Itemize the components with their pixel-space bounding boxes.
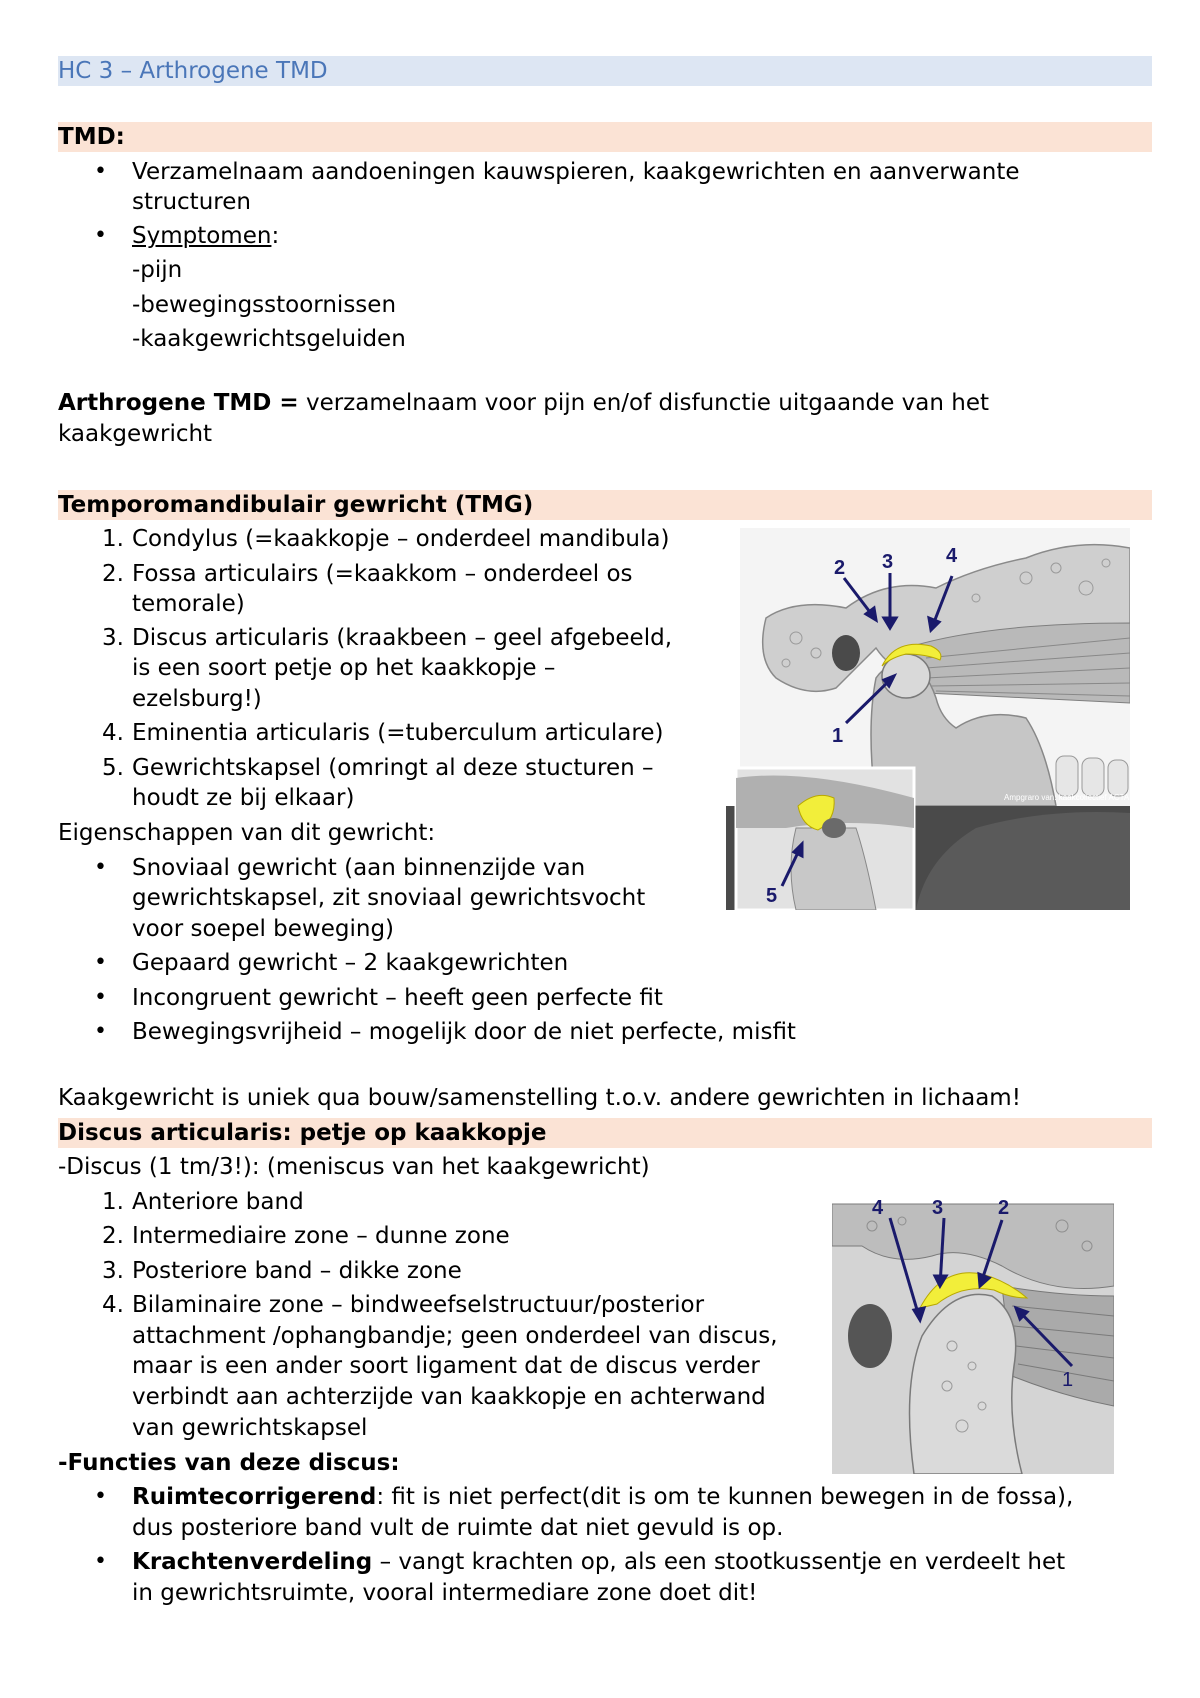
property-item-cont: voor soepel beweging) — [132, 916, 395, 942]
symptoms-label: Symptomen — [132, 223, 272, 249]
figure-label: 2 — [998, 1197, 1010, 1219]
tmg-item-5-cont: houdt ze bij elkaar) — [132, 785, 355, 811]
functions-heading: -Functies van deze discus: — [58, 1450, 400, 1476]
tmg-item-3: 3. Discus articularis (kraakbeen – geel afgebeeld, — [102, 625, 673, 651]
figure-label: 1 — [832, 725, 844, 747]
function-item-2: • Krachtenverdeling – vangt krachten op, als een stootkussentje en verdeelt het — [132, 1547, 1065, 1577]
property-item: • Gepaard gewricht – 2 kaakgewrichten — [132, 948, 568, 978]
tmd-bullet-symptoms: • Symptomen: — [132, 221, 279, 251]
tmg-item-5: 5. Gewrichtskapsel (omringt al deze stucturen – — [102, 755, 654, 781]
symptom-item: -pijn — [132, 257, 183, 283]
discus-item-4-cont: maar is een ander soort ligament dat de discus verder — [132, 1353, 760, 1379]
disc-anatomy-figure — [832, 1186, 1114, 1474]
tmj-anatomy-figure — [726, 528, 1130, 910]
figure-label: 4 — [946, 545, 958, 567]
tmg-item-2-cont: temorale) — [132, 591, 245, 617]
tmd-bullet-1-line-2: structuren — [132, 189, 251, 215]
tmj-anatomy-illustration — [726, 528, 1130, 910]
discus-item-2: 2. Intermediaire zone – dunne zone — [102, 1223, 510, 1249]
function-item-1-cont: dus posteriore band vult de ruimte dat niet gevuld is op. — [132, 1515, 784, 1541]
tmg-item-3-cont: is een soort petje op het kaakkopje – — [132, 655, 556, 681]
discus-item-4: 4. Bilaminaire zone – bindweefselstructuur/posterior — [102, 1292, 705, 1318]
symptom-item: -bewegingsstoornissen — [132, 292, 397, 318]
properties-heading: Eigenschappen van dit gewricht: — [58, 820, 436, 846]
property-item: • Bewegingsvrijheid – mogelijk door de niet perfecte, misfit — [132, 1017, 796, 1047]
page-title: HC 3 – Arthrogene TMD — [58, 56, 1152, 86]
discus-item-4-cont: attachment /ophangbandje; geen onderdeel van discus, — [132, 1323, 778, 1349]
figure-label: 4 — [872, 1197, 884, 1219]
arthrogene-definition-line-2: kaakgewricht — [58, 421, 213, 447]
property-item: • Incongruent gewricht – heeft geen perfecte fit — [132, 983, 663, 1013]
discus-item-1: 1. Anteriore band — [102, 1189, 304, 1215]
figure-label: 3 — [932, 1197, 944, 1219]
tmg-item-4: 4. Eminentia articularis (=tuberculum articulare) — [102, 720, 664, 746]
uniqueness-note: Kaakgewricht is uniek qua bouw/samenstelling t.o.v. andere gewrichten in lichaam! — [58, 1085, 1021, 1111]
disc-anatomy-illustration — [832, 1186, 1114, 1474]
section-heading-tmg: Temporomandibulair gewricht (TMG) — [58, 490, 1152, 520]
arthrogene-definition-line-1: Arthrogene TMD = verzamelnaam voor pijn en/of disfunctie uitgaande van het — [58, 390, 990, 416]
discus-intro: -Discus (1 tm/3!): (meniscus van het kaakgewricht) — [58, 1154, 650, 1180]
figure-label: 5 — [766, 885, 778, 907]
section-heading-tmd: TMD: — [58, 122, 1152, 152]
function-item-2-cont: in gewrichtsruimte, vooral intermediare zone doet dit! — [132, 1580, 758, 1606]
tmg-item-3-cont: ezelsburg!) — [132, 686, 262, 712]
tmg-item-1: 1. Condylus (=kaakkopje – onderdeel mandibula) — [102, 526, 670, 552]
section-heading-discus: Discus articularis: petje op kaakkopje — [58, 1118, 1152, 1148]
symptom-item: -kaakgewrichtsgeluiden — [132, 326, 406, 352]
figure-label: 2 — [834, 557, 846, 579]
discus-item-4-cont: van gewrichtskapsel — [132, 1415, 368, 1441]
figure-caption: Ampgraro van: kaakcollectief ACTA — [1004, 793, 1130, 802]
figure-label: 1 — [1062, 1369, 1074, 1391]
property-item: • Snoviaal gewricht (aan binnenzijde van — [132, 853, 585, 883]
tmg-item-2: 2. Fossa articulairs (=kaakkom – onderdeel os — [102, 561, 633, 587]
property-item-cont: gewrichtskapsel, zit snoviaal gewrichtsvocht — [132, 885, 646, 911]
tmd-bullet-1-line-1: • Verzamelnaam aandoeningen kauwspieren, kaakgewrichten en aanverwante — [132, 157, 1020, 187]
function-item-1: • Ruimtecorrigerend: fit is niet perfect(dit is om te kunnen bewegen in de fossa), — [132, 1482, 1073, 1512]
discus-item-3: 3. Posteriore band – dikke zone — [102, 1258, 462, 1284]
discus-item-4-cont: verbindt aan achterzijde van kaakkopje en achterwand — [132, 1384, 766, 1410]
figure-label: 3 — [882, 551, 894, 573]
